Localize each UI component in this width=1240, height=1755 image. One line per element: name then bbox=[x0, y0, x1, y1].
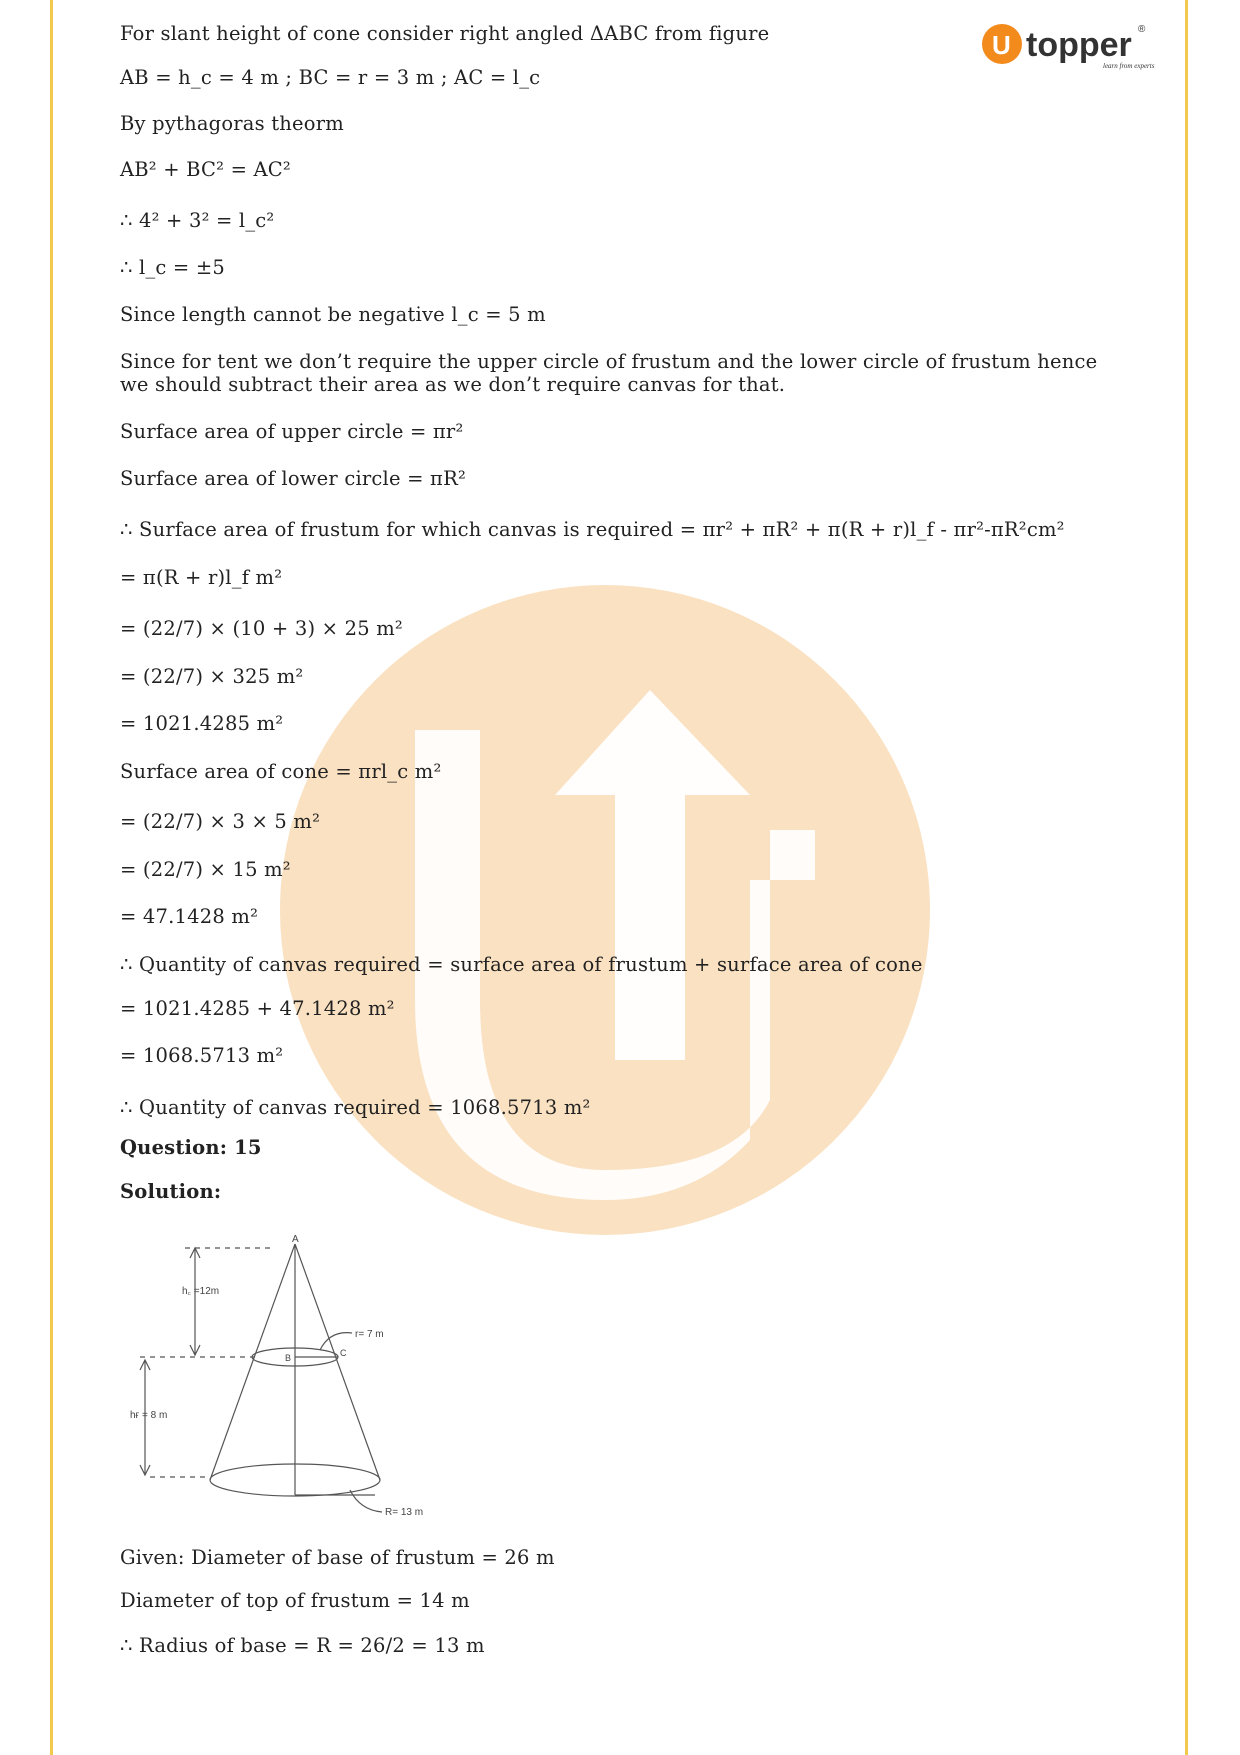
page-border-left bbox=[50, 0, 53, 1755]
cone-frustum-figure bbox=[120, 1230, 460, 1520]
text-line: By pythagoras theorm bbox=[120, 112, 344, 135]
svg-text:R= 13 m: R= 13 m bbox=[385, 1507, 424, 1518]
svg-text:topper: topper bbox=[1026, 26, 1132, 64]
svg-text:A: A bbox=[292, 1234, 299, 1245]
text-line: AB² + BC² = AC² bbox=[120, 158, 291, 181]
svg-text:C: C bbox=[340, 1348, 347, 1358]
text-line: Since length cannot be negative l_c = 5 m bbox=[120, 303, 546, 326]
text-line: Surface area of cone = πrl_c m² bbox=[120, 760, 442, 783]
text-line: Diameter of top of frustum = 14 m bbox=[120, 1589, 470, 1612]
text-line: = 47.1428 m² bbox=[120, 905, 259, 928]
topper-logo bbox=[980, 18, 1160, 78]
svg-text:learn from experts: learn from experts bbox=[1103, 62, 1155, 70]
text-line: = 1021.4285 + 47.1428 m² bbox=[120, 997, 395, 1020]
text-line: = π(R + r)l_f m² bbox=[120, 566, 283, 589]
text-line: = (22/7) × (10 + 3) × 25 m² bbox=[120, 617, 403, 640]
text-line: ∴ Quantity of canvas required = surface area of frustum + surface area of cone bbox=[120, 953, 923, 976]
question-heading: Question: 15 bbox=[120, 1136, 262, 1159]
text-line: ∴ Surface area of frustum for which canvas is required = πr² + πR² + π(R + r)l_f - πr²-πR²cm² bbox=[120, 518, 1065, 541]
solution-heading: Solution: bbox=[120, 1180, 222, 1203]
text-line: = (22/7) × 325 m² bbox=[120, 665, 304, 688]
text-line: Surface area of lower circle = πR² bbox=[120, 467, 466, 490]
text-line: = (22/7) × 3 × 5 m² bbox=[120, 810, 321, 833]
text-line: = 1068.5713 m² bbox=[120, 1044, 284, 1067]
text-line: Surface area of upper circle = πr² bbox=[120, 420, 464, 443]
text-line: ∴ Radius of base = R = 26/2 = 13 m bbox=[120, 1634, 485, 1657]
svg-text:r= 7 m: r= 7 m bbox=[355, 1329, 384, 1340]
page-border-right bbox=[1185, 0, 1188, 1755]
svg-text:hғ = 8 m: hғ = 8 m bbox=[130, 1410, 168, 1421]
text-line: For slant height of cone consider right angled ΔABC from figure bbox=[120, 22, 770, 45]
text-line: = 1021.4285 m² bbox=[120, 712, 284, 735]
svg-text:B: B bbox=[285, 1353, 292, 1363]
text-line: ∴ 4² + 3² = l_c² bbox=[120, 209, 275, 232]
text-line: ∴ Quantity of canvas required = 1068.5713 m² bbox=[120, 1096, 591, 1119]
text-line: ∴ l_c = ±5 bbox=[120, 256, 225, 279]
svg-text:h꜀ =12m: h꜀ =12m bbox=[182, 1286, 220, 1297]
text-line: AB = h_c = 4 m ; BC = r = 3 m ; AC = l_c bbox=[120, 66, 541, 89]
text-line: = (22/7) × 15 m² bbox=[120, 858, 291, 881]
topper-watermark bbox=[265, 580, 945, 1240]
svg-text:U: U bbox=[992, 30, 1011, 60]
text-line: Given: Diameter of base of frustum = 26 m bbox=[120, 1546, 555, 1569]
svg-text:®: ® bbox=[1138, 24, 1146, 35]
text-paragraph: Since for tent we don’t require the upper circle of frustum and the lower circle of frustum hence we should subtract their area as we don’t require canvas for that. bbox=[120, 350, 1098, 396]
